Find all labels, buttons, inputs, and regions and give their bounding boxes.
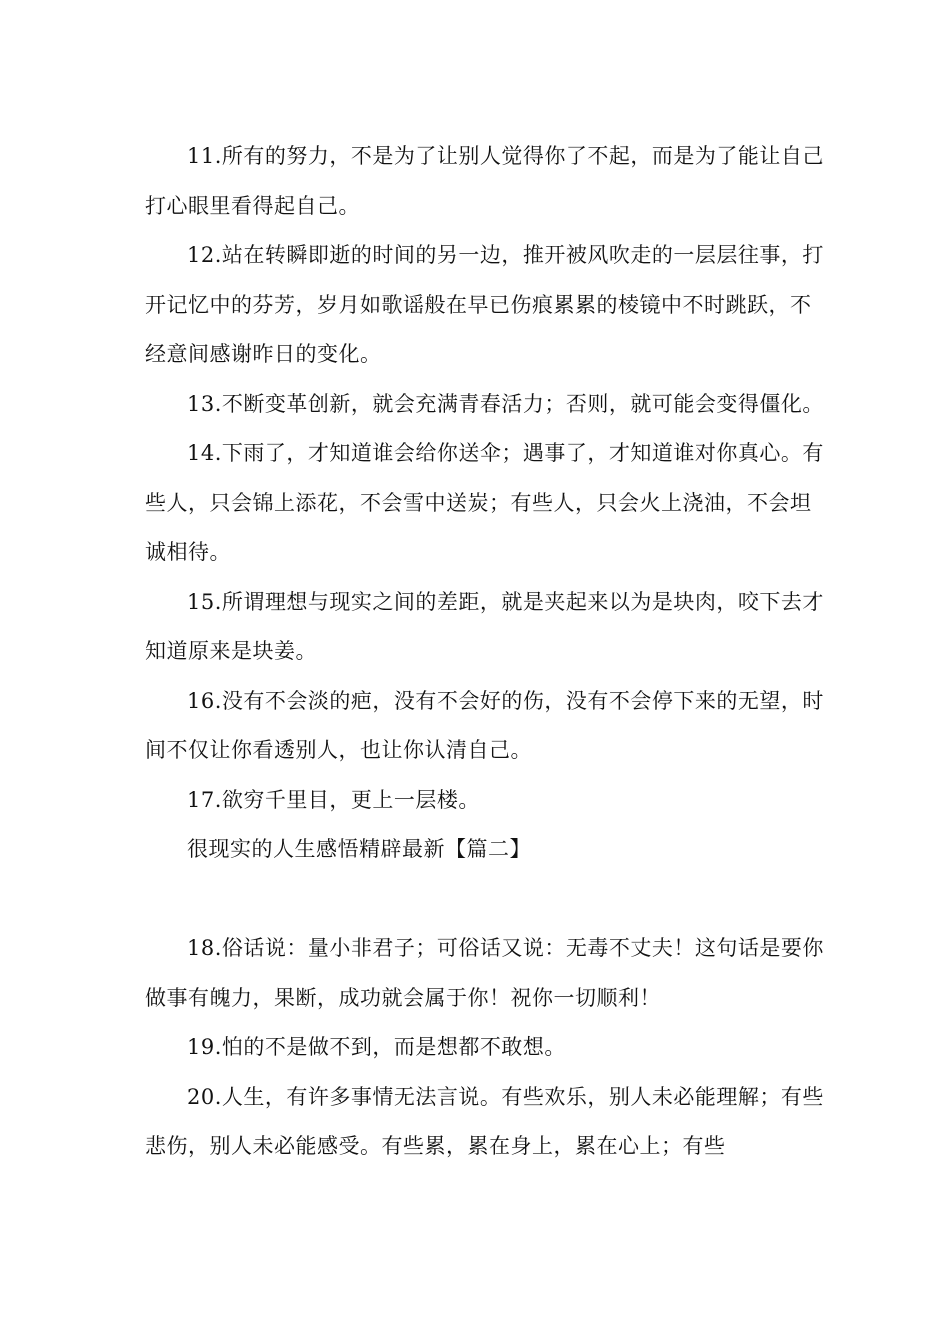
document-body (145, 132, 825, 1172)
paragraph-17: 17.欲穷千里目，更上一层楼。 (187, 787, 480, 812)
paragraph-15: 15.所谓理想与现实之间的差距，就是夹起来以为是块肉，咬下去才知道原来是块姜。 (145, 589, 824, 663)
paragraph-20: 20.人生，有许多事情无法言说。有些欢乐，别人未必能理解；有些悲伤，别人未必能感受。有些累，累在身上，累在心上；有些 (145, 1084, 824, 1158)
paragraph-14: 14.下雨了，才知道谁会给你送伞；遇事了，才知道谁对你真心。有些人，只会锦上添花，不会雪中送炭；有些人，只会火上浇油，不会坦诚相待。 (145, 441, 824, 564)
paragraph-19: 19.怕的不是做不到，而是想都不敢想。 (187, 1035, 566, 1059)
paragraph-18: 18.俗话说：量小非君子；可俗话又说：无毒不丈夫！这句话是要你做事有魄力，果断，成功就会属于你！祝你一切顺利！ (145, 936, 824, 1010)
section-spacer (145, 875, 825, 925)
paragraph-11: 11.所有的努力，不是为了让别人觉得你了不起，而是为了能让自己打心眼里看得起自己。 (145, 144, 824, 218)
paragraph-12: 12.站在转瞬即逝的时间的另一边，推开被风吹走的一层层往事，打开记忆中的芬芳，岁月如歌谣般在早已伤痕累累的棱镜中不时跳跃，不经意间感谢昨日的变化。 (145, 243, 824, 366)
paragraph-13: 13.不断变革创新，就会充满青春活力；否则，就可能会变得僵化。 (187, 391, 824, 416)
paragraph-16: 16.没有不会淡的疤，没有不会好的伤，没有不会停下来的无望，时间不仅让你看透别人，也让你认清自己。 (145, 688, 824, 762)
section-heading: 很现实的人生感悟精辟最新【篇二】 (187, 837, 531, 861)
